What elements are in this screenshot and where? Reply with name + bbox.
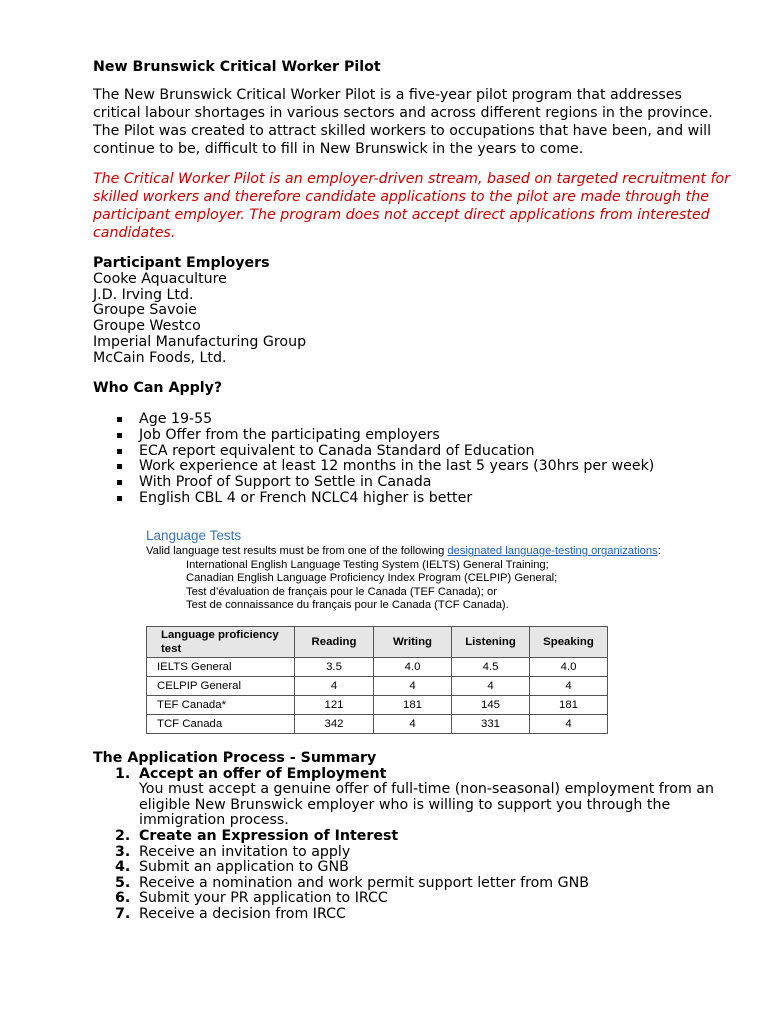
application-process-section bbox=[93, 751, 733, 923]
eligibility-text: Work experience at least 12 months in the last 5 years (30hrs per week) bbox=[139, 458, 655, 475]
table-cell: 181 bbox=[530, 696, 608, 715]
testing-organization-item: Canadian English Language Proficiency Index Program (CELPIP) General; bbox=[186, 572, 558, 584]
header-cell: Reading bbox=[295, 627, 374, 658]
step-number: 1. bbox=[115, 765, 131, 782]
step-number: 6. bbox=[115, 890, 131, 907]
language-tests-intro bbox=[146, 545, 726, 559]
table-cell: 4 bbox=[530, 677, 608, 696]
eligibility-text: English CBL 4 or French NCLC4 higher is better bbox=[139, 489, 473, 506]
table-cell: 4 bbox=[374, 677, 452, 696]
process-step bbox=[93, 876, 733, 892]
square-bullet-icon bbox=[117, 433, 122, 438]
table-row bbox=[147, 677, 608, 696]
employer-driven-notice: The Critical Worker Pilot is an employer-driven stream, based on targeted recruitment for skilled workers and therefore candidate applications to the pilot are made through the participant employer. The program does not accept direct applications from interested candidates. bbox=[93, 171, 730, 241]
process-step bbox=[93, 767, 733, 829]
table-cell: 4.5 bbox=[452, 658, 530, 677]
intro-paragraph: The New Brunswick Critical Worker Pilot is a five-year pilot program that addresses critical labour shortages in various sectors and across different regions in the province. The Pilot was created to attract skilled workers to occupations that have been, and will continue to be, difficult to fill in New Brunswick in the years to come. bbox=[93, 87, 713, 157]
language-tests-intro-end: : bbox=[657, 545, 661, 557]
language-testing-organizations-link[interactable]: designated language-testing organizations bbox=[447, 545, 658, 557]
square-bullet-icon bbox=[117, 417, 122, 422]
table-cell: 331 bbox=[452, 715, 530, 734]
square-bullet-icon bbox=[117, 480, 122, 485]
process-heading: The Application Process - Summary bbox=[93, 750, 377, 766]
process-steps-list bbox=[93, 767, 733, 923]
table-header-row bbox=[147, 627, 608, 658]
table-cell: 4 bbox=[374, 715, 452, 734]
language-tests-section bbox=[146, 528, 726, 730]
header-cell: Language proficiency test bbox=[147, 627, 295, 658]
language-tests-title: Language Tests bbox=[146, 528, 242, 543]
language-tests-intro-text: Valid language test results must be from one of the following bbox=[146, 545, 448, 557]
table-cell: 121 bbox=[295, 696, 374, 715]
square-bullet-icon bbox=[117, 449, 122, 454]
testing-organization-item: International English Language Testing System (IELTS) General Training; bbox=[186, 558, 549, 571]
who-can-apply-heading: Who Can Apply? bbox=[93, 380, 223, 397]
eligibility-item bbox=[93, 475, 733, 491]
table-cell: CELPIP General bbox=[147, 677, 295, 696]
language-scores-table bbox=[146, 626, 608, 734]
table-cell: TEF Canada* bbox=[147, 696, 295, 715]
table-cell: 342 bbox=[295, 715, 374, 734]
eligibility-text: Age 19-55 bbox=[139, 411, 213, 428]
employers-heading: Participant Employers bbox=[93, 255, 270, 271]
eligibility-text: ECA report equivalent to Canada Standard of Education bbox=[139, 442, 535, 459]
table-row bbox=[147, 715, 608, 734]
table-cell: 4.0 bbox=[374, 658, 452, 677]
header-cell: Listening bbox=[452, 627, 530, 658]
process-step bbox=[93, 907, 733, 923]
testing-organizations-list bbox=[146, 559, 726, 613]
step-number: 7. bbox=[115, 905, 131, 922]
table-cell: 4 bbox=[530, 715, 608, 734]
employer-item: Groupe Savoie bbox=[93, 302, 197, 319]
table-cell: 3.5 bbox=[295, 658, 374, 677]
process-step bbox=[93, 891, 733, 907]
table-cell: IELTS General bbox=[147, 658, 295, 677]
table-cell: 4 bbox=[295, 677, 374, 696]
step-label: Receive an invitation to apply bbox=[139, 843, 351, 860]
square-bullet-icon bbox=[117, 464, 122, 469]
table-row bbox=[147, 658, 608, 677]
eligibility-item bbox=[93, 459, 733, 475]
step-number: 2. bbox=[115, 827, 131, 844]
process-step bbox=[93, 860, 733, 876]
employer-item: J.D. Irving Ltd. bbox=[93, 286, 194, 303]
employer-item: Imperial Manufacturing Group bbox=[93, 333, 307, 350]
table-cell: 145 bbox=[452, 696, 530, 715]
eligibility-list bbox=[93, 412, 733, 506]
employer-item: McCain Foods, Ltd. bbox=[93, 349, 227, 366]
table-cell: 4.0 bbox=[530, 658, 608, 677]
eligibility-item bbox=[93, 412, 733, 428]
eligibility-item bbox=[93, 428, 733, 444]
step-label: Submit an application to GNB bbox=[139, 859, 349, 876]
table-cell: 181 bbox=[374, 696, 452, 715]
step-label: Create an Expression of Interest bbox=[139, 827, 399, 844]
employers-list bbox=[93, 272, 733, 366]
step-number: 5. bbox=[115, 874, 131, 891]
step-label: Receive a decision from IRCC bbox=[139, 905, 346, 922]
employer-item: Cooke Aquaculture bbox=[93, 271, 227, 287]
square-bullet-icon bbox=[117, 496, 122, 501]
employer-item: Groupe Westco bbox=[93, 318, 201, 335]
table-cell: 4 bbox=[452, 677, 530, 696]
header-cell: Speaking bbox=[530, 627, 608, 658]
step-detail: You must accept a genuine offer of full-time (non-seasonal) employment from an eligible New Brunswick employer who is willing to support you through the immigration process. bbox=[139, 781, 714, 829]
eligibility-item bbox=[93, 444, 733, 460]
testing-organization-item: Test de connaissance du français pour le Canada (TCF Canada). bbox=[186, 599, 509, 611]
process-step bbox=[93, 829, 733, 845]
eligibility-item bbox=[93, 491, 733, 507]
step-label: Receive a nomination and work permit support letter from GNB bbox=[139, 874, 589, 891]
step-number: 3. bbox=[115, 843, 131, 860]
step-label: Accept an offer of Employment bbox=[139, 765, 387, 782]
table-cell: TCF Canada bbox=[147, 715, 295, 734]
step-label: Submit your PR application to IRCC bbox=[139, 890, 388, 907]
testing-organization-item: Test d’évaluation de français pour le Canada (TEF Canada); or bbox=[186, 585, 497, 598]
header-cell: Writing bbox=[374, 627, 452, 658]
step-number: 4. bbox=[115, 859, 131, 876]
table-row bbox=[147, 696, 608, 715]
eligibility-text: With Proof of Support to Settle in Canada bbox=[139, 474, 432, 491]
document-page bbox=[93, 58, 733, 922]
page-title: New Brunswick Critical Worker Pilot bbox=[93, 59, 381, 75]
eligibility-text: Job Offer from the participating employers bbox=[139, 426, 440, 443]
process-step bbox=[93, 845, 733, 861]
